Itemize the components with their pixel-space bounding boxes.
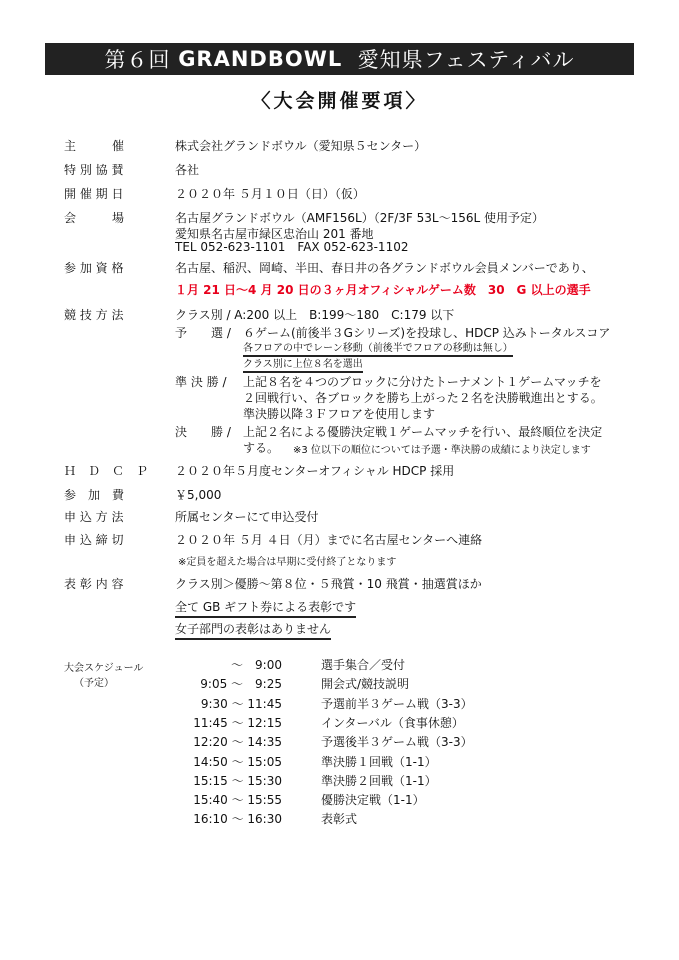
schedule-event: 選手集合／受付 bbox=[321, 658, 406, 672]
venue-label: 会 場 bbox=[64, 211, 125, 225]
awards-line3: 女子部門の表彰はありません bbox=[175, 620, 331, 640]
title-prefix: 第６回 bbox=[104, 48, 171, 72]
prelim-note-top8: クラス別に上位８名を選出 bbox=[243, 355, 363, 373]
date-label: 開 催 期 日 bbox=[64, 187, 124, 201]
schedule-time: 〜 9:00 bbox=[231, 658, 282, 672]
title-bar bbox=[45, 43, 634, 75]
semifinal-label: 準 決 勝 / bbox=[175, 375, 227, 389]
schedule-event: 優勝決定戦（1-1） bbox=[321, 793, 425, 807]
fee-label: 参 加 費 bbox=[64, 488, 125, 502]
schedule-time: 12:20 〜 14:35 bbox=[193, 735, 282, 749]
prelim-text: ６ゲーム(前後半３Gシリーズ)を投球し、HDCP 込みトータルスコア bbox=[243, 326, 611, 340]
method-label: 競 技 方 法 bbox=[64, 308, 124, 322]
schedule-label: 大会スケジュール bbox=[64, 663, 144, 674]
page-subtitle: 〈大会開催要項〉 bbox=[251, 90, 428, 112]
hdcp-value: ２０２０年５月度センターオフィシャル HDCP 採用 bbox=[175, 464, 455, 478]
final-note: ※3 位以下の順位については予選・準決勝の成績により決定します bbox=[293, 445, 591, 456]
eligibility-label: 参 加 資 格 bbox=[64, 261, 124, 275]
sponsor-label: 特 別 協 賛 bbox=[64, 163, 124, 177]
final-line2: する。 bbox=[243, 441, 280, 455]
eligibility-line2: １月 21 日〜4 月 20 日の３ヶ月オフィシャルゲーム数 30 G 以上の選手 bbox=[175, 283, 591, 297]
deadline-value: ２０２０年 ５月 ４日（月）までに名古屋センターへ連絡 bbox=[175, 533, 483, 547]
semifinal-line2: ２回戦行い、各ブロックを勝ち上がった２名を決勝戦進出とする。 bbox=[243, 391, 603, 405]
venue-line3: TEL 052-623-1101 FAX 052-623-1102 bbox=[175, 240, 409, 254]
sponsor-value: 各社 bbox=[175, 163, 200, 177]
prelim-note-floor: 各フロアの中でレーン移動（前後半でフロアの移動は無し） bbox=[243, 339, 513, 357]
final-label: 決 勝 / bbox=[175, 425, 231, 439]
apply-method-label: 申 込 方 法 bbox=[64, 510, 124, 524]
schedule-time: 14:50 〜 15:05 bbox=[193, 755, 282, 769]
schedule-time: 15:15 〜 15:30 bbox=[193, 774, 282, 788]
schedule-event: インターバル（食事休憩） bbox=[321, 716, 464, 730]
schedule-event: 準決勝２回戦（1-1） bbox=[321, 774, 437, 788]
prelim-label: 予 選 / bbox=[175, 326, 231, 340]
deadline-note: ※定員を超えた場合は早期に受付終了となります bbox=[178, 557, 397, 568]
schedule-event: 表彰式 bbox=[321, 812, 358, 826]
awards-line2: 全て GB ギフト券による表彰です bbox=[175, 598, 356, 618]
semifinal-line1: 上記８名を４つのブロックに分けたトーナメント１ゲームマッチを bbox=[243, 375, 602, 389]
schedule-time: 16:10 〜 16:30 bbox=[193, 812, 282, 826]
eligibility-line1: 名古屋、稲沢、岡崎、半田、春日井の各グランドボウル会員メンバーであり、 bbox=[175, 261, 594, 275]
hdcp-label: Ｈ Ｄ Ｃ Ｐ bbox=[64, 464, 149, 478]
title-suffix: 愛知県フェスティバル bbox=[357, 48, 575, 72]
schedule-time: 9:30 〜 11:45 bbox=[200, 697, 282, 711]
organizer-label: 主 催 bbox=[64, 139, 125, 153]
schedule-event: 予選前半３ゲーム戦（3-3） bbox=[321, 697, 473, 711]
schedule-time: 15:40 〜 15:55 bbox=[193, 793, 282, 807]
schedule-event: 予選後半３ゲーム戦（3-3） bbox=[321, 735, 473, 749]
schedule-event: 準決勝１回戦（1-1） bbox=[321, 755, 437, 769]
method-classes: クラス別 / A:200 以上 B:199〜180 C:179 以下 bbox=[175, 308, 455, 322]
awards-label: 表 彰 内 容 bbox=[64, 577, 124, 591]
schedule-label-tentative: （予定） bbox=[74, 678, 114, 689]
date-value: ２０２０年 ５月１０日（日）（仮） bbox=[175, 187, 365, 201]
organizer-value: 株式会社グランドボウル（愛知県５センター） bbox=[175, 139, 427, 153]
venue-line1: 名古屋グランドボウル（AMF156L）（2F/3F 53L〜156L 使用予定） bbox=[175, 211, 544, 225]
schedule-time: 9:05 〜 9:25 bbox=[200, 677, 282, 691]
schedule-event: 開会式/競技説明 bbox=[321, 677, 410, 691]
final-line1: 上記２名による優勝決定戦１ゲームマッチを行い、最終順位を決定 bbox=[243, 425, 603, 439]
semifinal-line3: 準決勝以降３Ｆフロアを使用します bbox=[243, 407, 436, 421]
schedule-time: 11:45 〜 12:15 bbox=[193, 716, 282, 730]
venue-line2: 愛知県名古屋市緑区忠治山 201 番地 bbox=[175, 227, 374, 241]
deadline-label: 申 込 締 切 bbox=[64, 533, 124, 547]
awards-line1: クラス別＞優勝〜第８位・５飛賞・10 飛賞・抽選賞ほか bbox=[175, 577, 482, 591]
title-brand: GRANDBOWL bbox=[178, 47, 343, 71]
fee-value: ￥5,000 bbox=[175, 488, 222, 502]
apply-method-value: 所属センターにて申込受付 bbox=[175, 510, 319, 524]
